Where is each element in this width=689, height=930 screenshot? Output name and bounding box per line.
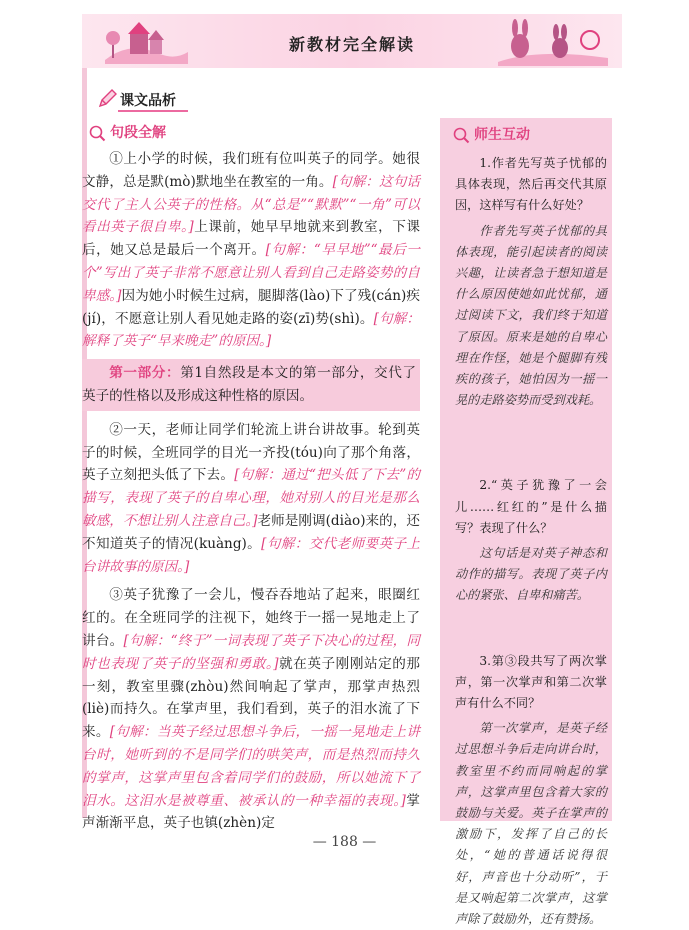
part-text: 第1自然段是本文的第一部分，交代了英子的性格以及形成这种性格的原因。 <box>82 365 417 404</box>
left-column-heading <box>88 122 166 142</box>
answer-1: 作者先写英子忧郁的具体表现，能引起读者的阅读兴趣，让读者急于想知道是什么原因使她如此忧郁，通过阅读下文，我们终于知道了原因。原来是她的自卑心理在作怪，她是个腿脚有残疾的孩子，她怕因为一摇一晃的走路姿势而受到戏耗。 <box>455 223 607 408</box>
paragraph-3 <box>82 584 420 835</box>
p1-text: 因为她小时候生过病，腿脚落(lào)下了残(cán)疾(jí)，不愿意让别人看见她走路的姿(zī)势(shì)。 <box>82 287 420 327</box>
paragraph-1 <box>82 148 420 353</box>
bunny-decoration-icon <box>498 18 608 66</box>
sentence-note: [句解：通过“把头低了下去”的描写，表现了英子的自卑心理，她对别人的目光是那么敏感，不想让别人注意自己。] <box>82 467 420 529</box>
sentence-note: [句解：“早早地”“最后一个”写出了英子非常不愿意让别人看到自己走路姿势的自卑感。] <box>82 242 421 304</box>
p3-text: ③英子犹豫了一会儿，慢吞吞地站了起来，眼圈红红的。在全班同学的注视下，她终于一摇一晃地走上了讲台。 <box>82 587 420 649</box>
part-summary-box <box>82 359 420 411</box>
magnifier-icon <box>88 124 106 142</box>
sentence-note: [句解：这句话交代了主人公英子的性格。从“总是”“默默”“一角”可以看出英子很自卑。] <box>82 173 420 236</box>
header-title: 新教材完全解读 <box>288 35 415 54</box>
magnifier-icon <box>452 126 470 144</box>
pencil-icon <box>98 88 118 108</box>
left-heading-text: 句段全解 <box>110 125 166 141</box>
right-heading-text: 师生互动 <box>474 127 530 143</box>
question-3: 3.第③段共写了两次掌声，第一次掌声和第二次掌声有什么不同？ <box>455 653 607 711</box>
page-header <box>82 14 622 68</box>
right-column-heading <box>452 124 530 144</box>
part-label: 第一部分： <box>109 365 181 382</box>
section-underline <box>118 110 188 112</box>
p2-text: ②一天，老师让同学们轮流上讲台讲故事。轮到英子的时候，全班同学的目光一齐投(tóu)向了那个角落，英子立刻把头低了下去。 <box>82 421 420 484</box>
page-number: — 188 — <box>312 834 377 850</box>
main-text <box>82 148 420 835</box>
question-1: 1.作者先写英子忧郁的具体表现，然后再交代其原因，这样写有什么好处？ <box>455 156 607 213</box>
answer-2: 这句话是对英子神态和动作的描写。表现了英子内心的紧张、自卑和痛苦。 <box>455 546 607 603</box>
sentence-note: [句解：当英子经过思想斗争后，一摇一晃地走上讲台时，她听到的不是同学们的哄笑声，而是热烈而持久的掌声，这掌声里包含着同学们的鼓励，所以她流下了泪水。这泪水是被尊重、被承认的一种幸福的表现。] <box>82 724 420 809</box>
sentence-note: [句解：“终于”一词表现了英子下决心的过程，同时也表现了英子的坚强和勇敢。] <box>82 632 421 672</box>
p1-text: ①上小学的时候，我们班有位叫英子的同学。她很文静，总是默(mò)默地坐在教室的一角。 <box>82 151 420 190</box>
p3-text: 掌声渐渐平息，英子也镇(zhèn)定 <box>82 792 420 832</box>
teacher-student-box <box>440 118 612 927</box>
answer-3: 第一次掌声，是英子经过思想斗争后走向讲台时，教室里不约而同响起的掌声，这掌声里包含着大家的鼓励与关爱。英子在掌声的激励下，发挥了自己的长处，“她的普通话说得很好，声音也十分动听”，于是又响起第二次掌声，这掌声除了鼓励外，还有赞扬。 <box>455 721 607 927</box>
sentence-note: [句解：解释了英子“早来晚走”的原因。] <box>82 310 420 350</box>
qa-list <box>455 153 607 930</box>
question-2: 2.“英子犹豫了一会儿……红红的”是什么描写？表现了什么？ <box>455 478 607 535</box>
paragraph-2 <box>82 419 420 579</box>
p3-text: 就在英子刚刚站定的那一刻，教室里骤(zhòu)然间响起了掌声，那掌声热烈(liè)而持久。在掌声里，我们看到，英子的泪水流了下来。 <box>82 655 420 741</box>
p2-text: 老师是刚调(diào)来的，还不知道英子的情况(kuàng)。 <box>82 512 420 552</box>
sentence-note: [句解：交代老师要英子上台讲故事的原因。] <box>82 535 420 575</box>
section-label: 课文品析 <box>120 93 176 109</box>
p1-text: 上课前，她早早地就来到教室，下课后，她又总是最后一个离开。 <box>82 219 420 259</box>
